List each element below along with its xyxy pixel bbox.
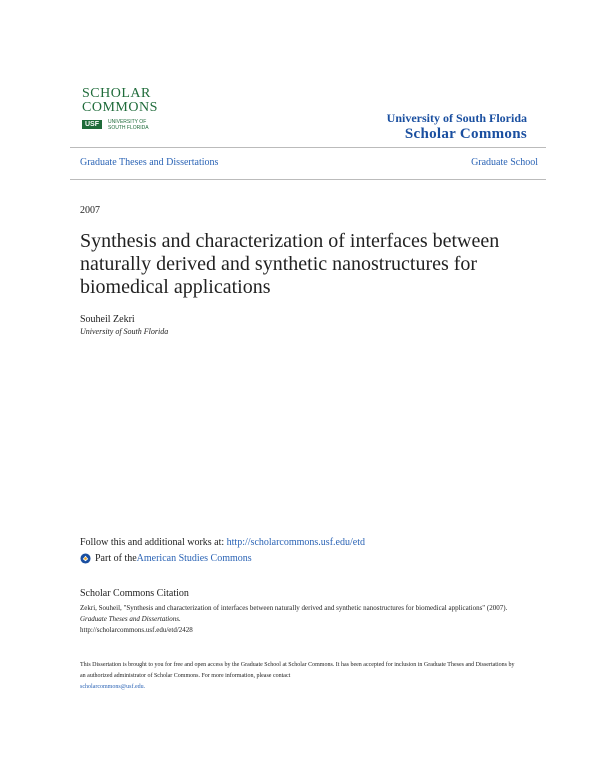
collection-link[interactable]: Graduate Theses and Dissertations: [80, 157, 219, 168]
citation-text: [80, 603, 520, 636]
department-link[interactable]: Graduate School: [471, 157, 538, 168]
part-of-line: [80, 553, 252, 564]
follow-prefix: Follow this and additional works at:: [80, 537, 227, 548]
divider-top: [70, 147, 546, 148]
author-name: Souheil Zekri: [80, 314, 135, 325]
citation-heading: Scholar Commons Citation: [80, 588, 189, 599]
repository-name[interactable]: Scholar Commons: [404, 126, 527, 142]
publication-year: 2007: [80, 205, 100, 216]
document-title: Synthesis and characterization of interfaces between naturally derived and synthetic nanostructures for biomedical applications: [80, 230, 500, 298]
citation-series: Graduate Theses and Dissertations.: [80, 615, 181, 623]
logo-text-scholar: SCHOLAR: [82, 86, 151, 101]
institution-header[interactable]: [387, 111, 527, 143]
access-notice: [80, 660, 520, 693]
discipline-link[interactable]: American Studies Commons: [136, 553, 252, 564]
citation-url: http://scholarcommons.usf.edu/etd/2428: [80, 626, 193, 634]
divider-nav: [70, 179, 546, 180]
follow-line: [80, 537, 365, 548]
logo-subtitle: [108, 119, 149, 131]
logo-text-commons: COMMONS: [82, 100, 158, 115]
citation-main: Zekri, Souheil, "Synthesis and characterization of interfaces between naturally derived and synthetic nanostructures for biomedical applications" (2007).: [80, 604, 508, 612]
follow-url-link[interactable]: http://scholarcommons.usf.edu/etd: [226, 537, 365, 548]
contact-email-link[interactable]: scholarcommons@usf.edu.: [80, 684, 146, 690]
commons-network-icon: [80, 553, 91, 564]
author-affiliation: University of South Florida: [80, 327, 169, 336]
part-of-prefix: Part of the: [95, 553, 137, 564]
logo-usf-badge: USF: [82, 120, 102, 129]
notice-text: This Dissertation is brought to you for free and open access by the Graduate School at Scholar Commons. It has been accepted for inclusion in Graduate Theses and Dissertations by an authorized administrator of Scholar Commons. For more information, please contact: [80, 662, 515, 679]
university-name[interactable]: University of South Florida: [386, 111, 527, 125]
scholar-commons-logo: [82, 86, 162, 136]
logo-subtitle-line1: UNIVERSITY OF: [108, 119, 147, 125]
logo-subtitle-line2: SOUTH FLORIDA: [108, 125, 149, 131]
